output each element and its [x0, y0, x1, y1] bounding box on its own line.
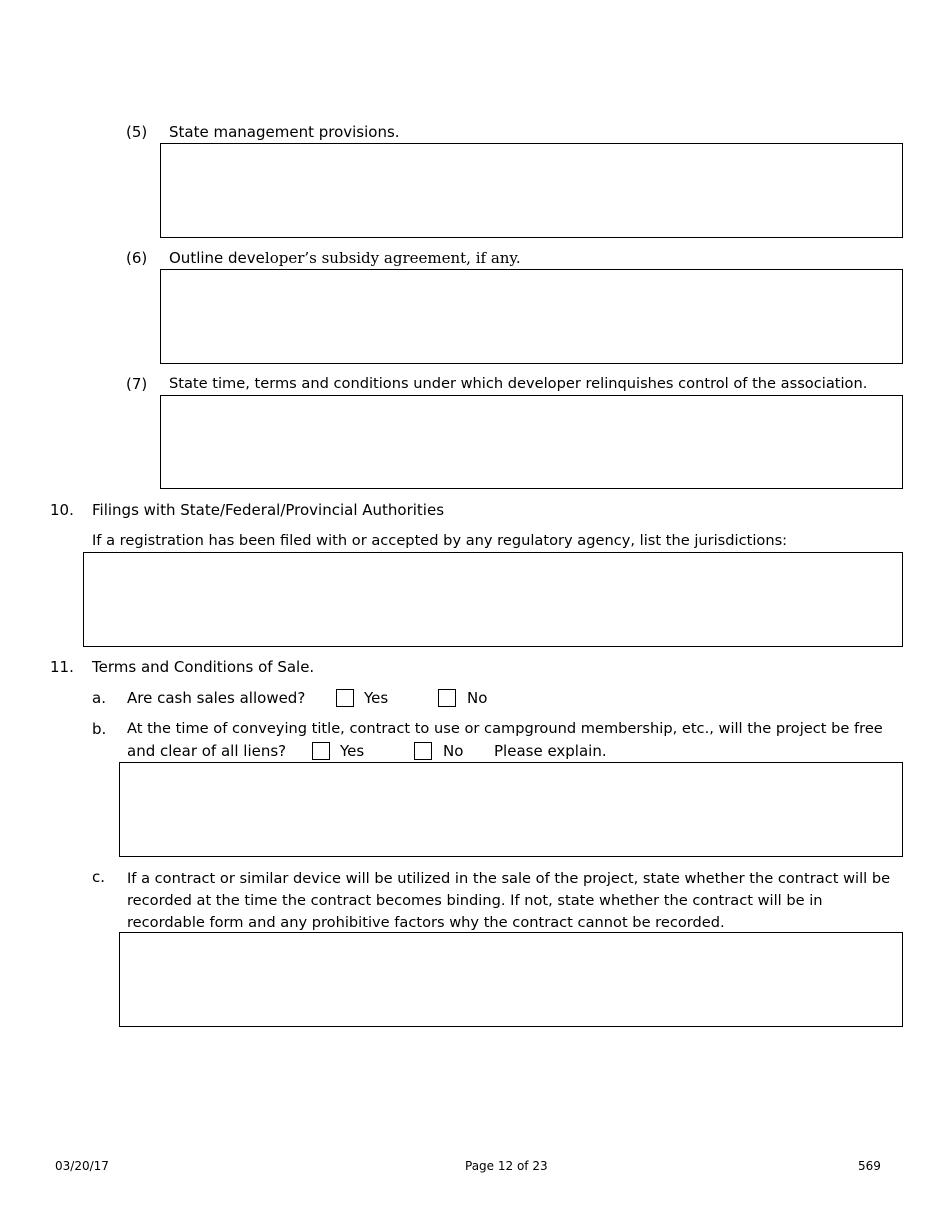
- section-10-title: Filings with State/Federal/Provincial Authorities: [92, 501, 445, 519]
- section-10-prompt: If a registration has been filed with or accepted by any regulatory agency, list the jurisdictions:: [92, 532, 788, 549]
- footer-form-number: 569: [858, 1159, 881, 1173]
- footer-page-number: Page 12 of 23: [465, 1159, 548, 1173]
- jurisdictions-answer-box[interactable]: [83, 552, 903, 647]
- item-6-answer-box[interactable]: [160, 269, 903, 364]
- cash-sales-no-checkbox[interactable]: [438, 689, 456, 707]
- liens-yes-label: Yes: [340, 742, 365, 760]
- liens-question-line-2: and clear of all liens?: [127, 742, 287, 760]
- section-11-title: Terms and Conditions of Sale.: [92, 658, 315, 676]
- item-5-number: (5): [126, 123, 148, 141]
- section-10-number: 10.: [50, 501, 74, 519]
- liens-question-line-1: At the time of conveying title, contract to use or campground membership, etc., will the project be free: [127, 720, 883, 737]
- item-6-text-part-a: Outline deve: [169, 249, 265, 267]
- item-6-number: (6): [126, 249, 148, 267]
- item-c-letter: c.: [92, 868, 106, 886]
- item-b-letter: b.: [92, 720, 107, 738]
- item-6-text: [169, 249, 521, 267]
- item-7-text: State time, terms and conditions under which developer relinquishes control of the association.: [169, 375, 868, 392]
- item-7-number: (7): [126, 375, 148, 393]
- liens-yes-checkbox[interactable]: [312, 742, 330, 760]
- item-5-text: State management provisions.: [169, 123, 400, 141]
- cash-sales-no-label: No: [467, 689, 488, 707]
- section-11-number: 11.: [50, 658, 74, 676]
- liens-no-label: No: [443, 742, 464, 760]
- cash-sales-question: Are cash sales allowed?: [127, 689, 306, 707]
- item-7-answer-box[interactable]: [160, 395, 903, 489]
- item-5-answer-box[interactable]: [160, 143, 903, 238]
- cash-sales-yes-label: Yes: [364, 689, 389, 707]
- item-a-letter: a.: [92, 689, 106, 707]
- footer-date: 03/20/17: [55, 1159, 109, 1173]
- contract-recording-answer-box[interactable]: [119, 932, 903, 1027]
- liens-explain-label: Please explain.: [494, 742, 607, 760]
- cash-sales-yes-checkbox[interactable]: [336, 689, 354, 707]
- liens-no-checkbox[interactable]: [414, 742, 432, 760]
- contract-recording-question: If a contract or similar device will be utilized in the sale of the project, state whether the contract will be recorded at the time the contract becomes binding. If not, state whether the contract will be in recordable form and any prohibitive factors why the contract cannot be recorded.: [127, 870, 891, 931]
- item-6-text-part-b: loper’s subsidy agreement, if any.: [264, 249, 521, 267]
- liens-answer-box[interactable]: [119, 762, 903, 857]
